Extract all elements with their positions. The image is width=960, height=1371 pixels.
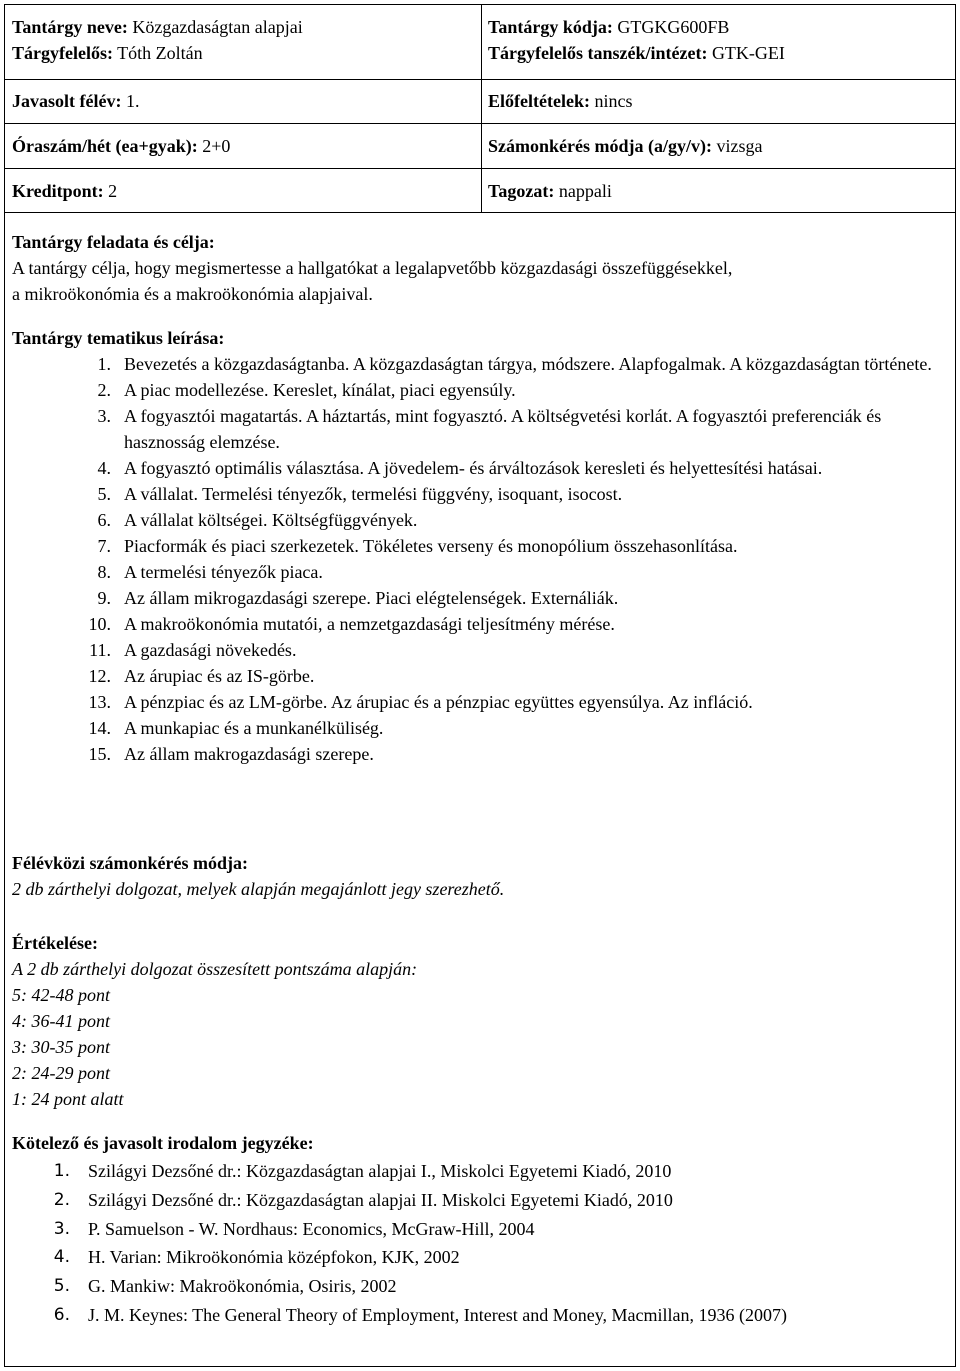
semester-value: 1. — [125, 91, 140, 111]
topic-item — [12, 689, 942, 715]
topic-item-number: 11. — [89, 640, 111, 660]
semester-label: Javasolt félév: — [12, 91, 122, 111]
literature-item — [12, 1243, 942, 1272]
topic-item-text: A munkapiac és a munkanélküliség. — [124, 718, 384, 738]
aim-line-1: A tantárgy célja, hogy megismertesse a hallgatókat a legalapvetőbb közgazdasági összefüggésekkel, — [12, 258, 733, 278]
topic-item — [12, 481, 942, 507]
aim-line-2: a mikroökonómia és a makroökonómia alapjaival. — [12, 284, 373, 304]
topic-item-number: 5. — [97, 484, 111, 504]
midterm-text: 2 db zárthelyi dolgozat, melyek alapján megajánlott jegy szerezhető. — [12, 879, 505, 899]
literature-item — [12, 1157, 942, 1186]
evaluation-intro: A 2 db zárthelyi dolgozat összesített pontszáma alapján: — [12, 959, 418, 979]
prerequisites — [488, 88, 632, 114]
topic-item-text: A gazdasági növekedés. — [124, 640, 297, 660]
literature-item — [12, 1301, 942, 1330]
topic-item-text: Bevezetés a közgazdaságtanba. A közgazdaságtan tárgya, módszere. Alapfogalmak. A közgazdaságtan története. — [124, 354, 932, 374]
department-value: GTK-GEI — [711, 43, 785, 63]
literature-item-text: Szilágyi Dezsőné dr.: Közgazdaságtan alapjai I., Miskolci Egyetemi Kiadó, 2010 — [88, 1161, 672, 1181]
exam-type-value: vizsga — [716, 136, 763, 156]
topic-item-number: 1. — [97, 354, 111, 374]
prerequisites-value: nincs — [594, 91, 633, 111]
grade-row: 5: 42-48 pont — [12, 985, 110, 1005]
literature-item-text: H. Varian: Mikroökonómia középfokon, KJK, 2002 — [88, 1247, 460, 1268]
literature-item-number: 3. — [53, 1218, 70, 1239]
topic-item-text: A makroökonómia mutatói, a nemzetgazdasági teljesítmény mérése. — [124, 614, 615, 634]
study-mode-label: Tagozat: — [488, 181, 555, 201]
topic-item-number: 13. — [88, 692, 111, 712]
literature-item-text: G. Mankiw: Makroökonómia, Osiris, 2002 — [88, 1276, 397, 1297]
department-label: Tárgyfelelős tanszék/intézet: — [488, 43, 708, 63]
hours — [12, 133, 230, 159]
responsible — [12, 40, 203, 66]
prerequisites-label: Előfeltételek: — [488, 91, 590, 111]
literature-item-number: 4. — [53, 1247, 70, 1268]
topic-item-number: 12. — [88, 666, 111, 686]
topic-item-text: A fogyasztói magatartás. A háztartás, mint fogyasztó. A költségvetési korlát. A fogyasztói preferenciák és hasznosság elemzése. — [124, 406, 882, 452]
subject-name-label: Tantárgy neve: — [12, 17, 128, 37]
header-row-line — [4, 168, 956, 169]
topics-title: Tantárgy tematikus leírása: — [12, 328, 225, 348]
topic-item-number: 14. — [88, 718, 111, 738]
literature-title: Kötelező és javasolt irodalom jegyzéke: — [12, 1133, 314, 1153]
aim-title: Tantárgy feladata és célja: — [12, 232, 215, 252]
topic-item — [12, 507, 942, 533]
topic-item-number: 9. — [97, 588, 111, 608]
grade-row: 2: 24-29 pont — [12, 1063, 110, 1083]
study-mode — [488, 178, 612, 204]
topic-item-number: 4. — [97, 458, 111, 478]
midterm-title: Félévközi számonkérés módja: — [12, 853, 248, 873]
subject-code — [488, 14, 729, 40]
topic-item — [12, 637, 942, 663]
credit — [12, 178, 117, 204]
header-divider — [481, 4, 482, 213]
topic-item-text: Az állam mikrogazdasági szerepe. Piaci elégtelenségek. Externáliák. — [124, 588, 619, 608]
topic-item-text: Az árupiac és az IS-görbe. — [124, 666, 315, 686]
topic-item-text: Piacformák és piaci szerkezetek. Tökéletes verseny és monopólium összehasonlítása. — [124, 536, 738, 556]
literature-item — [12, 1186, 942, 1215]
topic-item — [12, 559, 942, 585]
topic-item-number: 3. — [97, 406, 111, 426]
topic-item — [12, 611, 942, 637]
topic-item-text: A vállalat. Termelési tényezők, termelési függvény, isoquant, isocost. — [124, 484, 623, 504]
literature-item — [12, 1272, 942, 1301]
topic-item — [12, 585, 942, 611]
topic-item — [12, 403, 942, 455]
literature-list — [12, 1157, 942, 1330]
literature-item-number: 2. — [53, 1189, 70, 1210]
literature-item-number: 6. — [53, 1304, 70, 1325]
credit-label: Kreditpont: — [12, 181, 104, 201]
topic-item — [12, 715, 942, 741]
grade-row: 4: 36-41 pont — [12, 1011, 110, 1031]
literature-item-number: 1. — [53, 1161, 70, 1181]
evaluation-title: Értékelése: — [12, 933, 98, 953]
literature-item — [12, 1215, 942, 1244]
header-row-line — [4, 123, 956, 124]
department — [488, 40, 785, 66]
header-row-line — [4, 79, 956, 80]
exam-type — [488, 133, 762, 159]
responsible-label: Tárgyfelelős: — [12, 43, 113, 63]
topic-item-number: 15. — [88, 744, 111, 764]
topic-item — [12, 663, 942, 689]
literature-item-text: Szilágyi Dezsőné dr.: Közgazdaságtan alapjai II. Miskolci Egyetemi Kiadó, 2010 — [88, 1189, 673, 1210]
topic-item — [12, 377, 942, 403]
literature-item-text: P. Samuelson - W. Nordhaus: Economics, McGraw-Hill, 2004 — [88, 1218, 535, 1239]
topic-item-text: A pénzpiac és az LM-görbe. Az árupiac és a pénzpiac együttes egyensúlya. Az infláció. — [124, 692, 753, 712]
topic-item-text: A piac modellezése. Kereslet, kínálat, piaci egyensúly. — [124, 380, 516, 400]
topic-item — [12, 741, 942, 767]
subject-code-value: GTGKG600FB — [617, 17, 730, 37]
semester — [12, 88, 139, 114]
topic-item-number: 2. — [97, 380, 111, 400]
literature-item-text: J. M. Keynes: The General Theory of Employment, Interest and Money, Macmillan, 1936 (2007) — [88, 1304, 788, 1325]
topic-item-number: 10. — [88, 614, 111, 634]
topic-item-number: 8. — [97, 562, 111, 582]
topic-item-text: Az állam makrogazdasági szerepe. — [124, 744, 374, 764]
topic-item-text: A termelési tényezők piaca. — [124, 562, 323, 582]
topics-list — [12, 351, 942, 767]
topic-item — [12, 351, 942, 377]
grade-row: 1: 24 pont alatt — [12, 1089, 124, 1109]
credit-value: 2 — [108, 181, 118, 201]
topic-item-number: 7. — [97, 536, 111, 556]
study-mode-value: nappali — [558, 181, 612, 201]
literature-item-number: 5. — [53, 1276, 70, 1297]
exam-type-label: Számonkérés módja (a/gy/v): — [488, 136, 712, 156]
subject-code-label: Tantárgy kódja: — [488, 17, 613, 37]
topic-item — [12, 455, 942, 481]
topic-item-number: 6. — [97, 510, 111, 530]
topic-item — [12, 533, 942, 559]
topic-item-text: A fogyasztó optimális választása. A jövedelem- és árváltozások keresleti és helyettesítési hatásai. — [124, 458, 823, 478]
responsible-value: Tóth Zoltán — [117, 43, 203, 63]
subject-name — [12, 14, 303, 40]
header-row-line — [4, 212, 956, 213]
grade-row: 3: 30-35 pont — [12, 1037, 110, 1057]
hours-value: 2+0 — [202, 136, 231, 156]
hours-label: Óraszám/hét (ea+gyak): — [12, 136, 198, 156]
topic-item-text: A vállalat költségei. Költségfüggvények. — [124, 510, 418, 530]
subject-name-value: Közgazdaságtan alapjai — [132, 17, 303, 37]
